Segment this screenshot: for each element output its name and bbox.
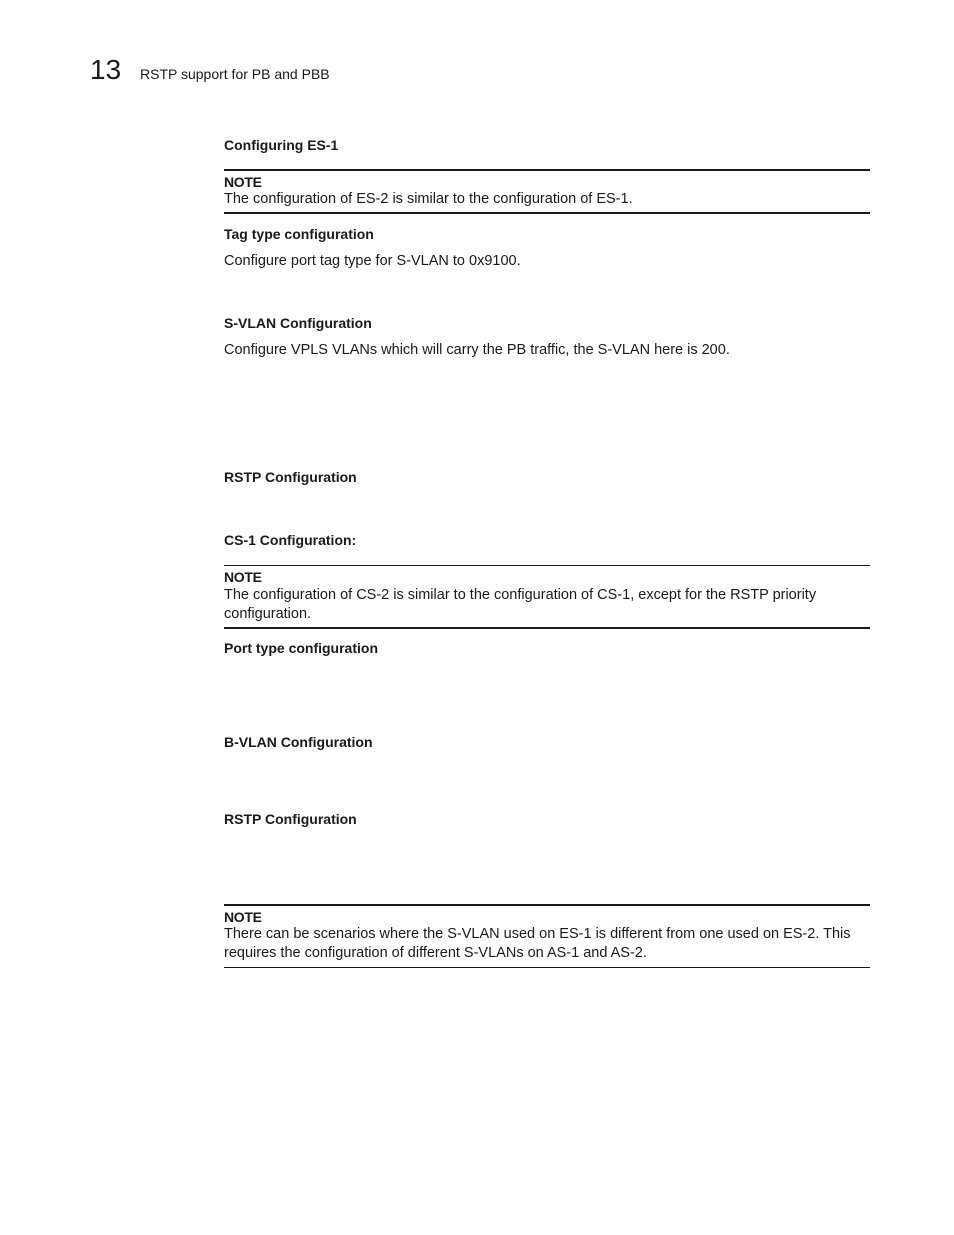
svlan-text: Configure VPLS VLANs which will carry the PB traffic, the S-VLAN here is 200. xyxy=(224,342,730,358)
note-rule-bottom xyxy=(224,627,870,629)
chapter-number: 13 xyxy=(90,54,122,85)
heading-tag-type: Tag type configuration xyxy=(224,226,374,242)
note-label: NOTE xyxy=(224,569,262,585)
tag-type-text: Configure port tag type for S-VLAN to 0x9100. xyxy=(224,253,521,269)
note-rule-top xyxy=(224,169,870,171)
note-text: The configuration of ES-2 is similar to the configuration of ES-1. xyxy=(224,191,633,207)
heading-port-type: Port type configuration xyxy=(224,640,378,656)
heading-rstp-cs1: RSTP Configuration xyxy=(224,811,357,827)
heading-configuring-es1: Configuring ES-1 xyxy=(224,137,339,153)
heading-svlan: S-VLAN Configuration xyxy=(224,315,372,331)
heading-bvlan: B-VLAN Configuration xyxy=(224,734,373,750)
note-rule-top xyxy=(224,565,870,566)
note-rule-top xyxy=(224,904,870,906)
note-text: The configuration of CS-2 is similar to the configuration of CS-1, except for the RSTP priority configuration. xyxy=(224,587,817,622)
heading-cs1: CS-1 Configuration: xyxy=(224,532,357,548)
note-text: There can be scenarios where the S-VLAN used on ES-1 is different from one used on ES-2. This requires the configuration of different S-VLANs on AS-1 and AS-2. xyxy=(224,926,851,961)
note-label: NOTE xyxy=(224,174,262,190)
note-rule-bottom xyxy=(224,967,870,968)
heading-rstp-es1: RSTP Configuration xyxy=(224,469,357,485)
note-label: NOTE xyxy=(224,909,262,925)
note-rule-bottom xyxy=(224,212,870,214)
chapter-title: RSTP support for PB and PBB xyxy=(140,66,330,82)
